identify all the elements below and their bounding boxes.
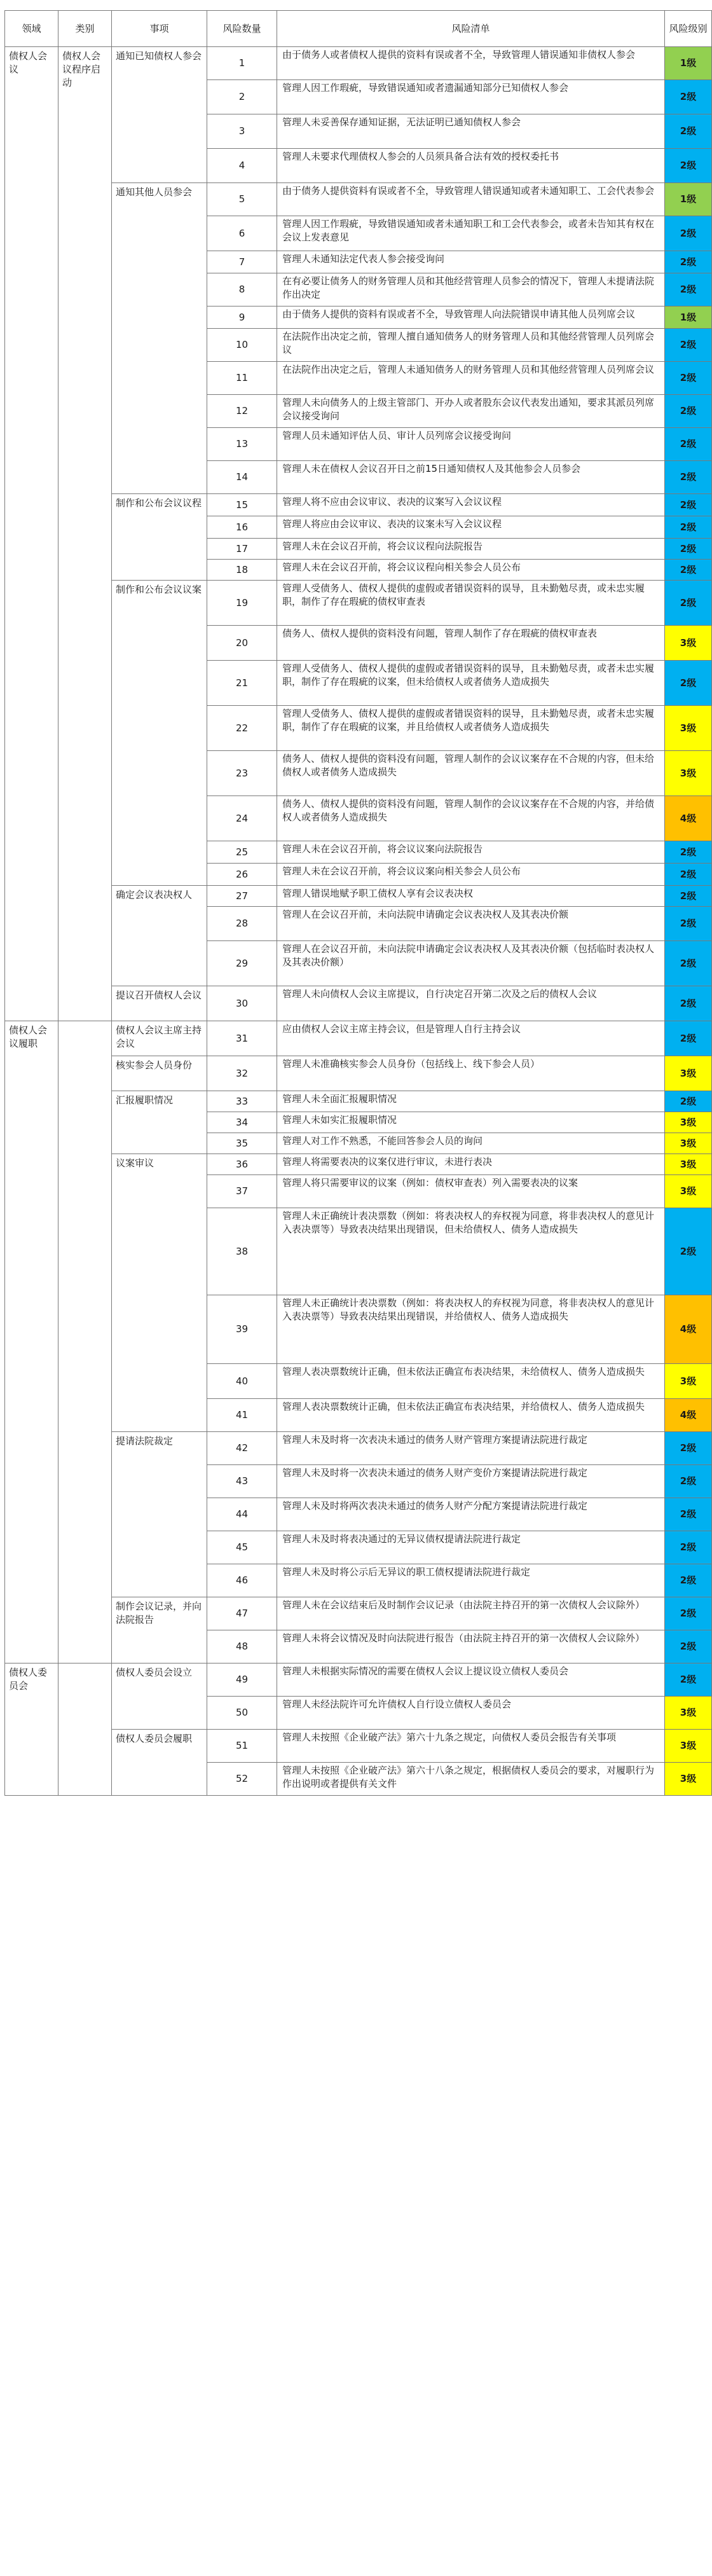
risk-description-cell: 管理人受债务人、债权人提供的虚假或者错误资料的误导，且未勤勉尽责，或者未忠实履职，制作了存在瑕疵的议案，并且给债权人或者债务人造成损失 bbox=[277, 706, 665, 751]
header-category: 类别 bbox=[58, 11, 112, 47]
item-cell: 制作和公布会议议程 bbox=[112, 494, 207, 581]
domain-cell: 债权人会议履职 bbox=[5, 1021, 58, 1663]
risk-number-cell: 35 bbox=[207, 1133, 277, 1154]
risk-level-badge: 2级 bbox=[665, 941, 712, 986]
risk-description-cell: 管理人员未通知评估人员、审计人员列席会议接受询问 bbox=[277, 428, 665, 461]
risk-level-badge: 3级 bbox=[665, 626, 712, 661]
risk-number-cell: 46 bbox=[207, 1564, 277, 1597]
risk-level-badge: 2级 bbox=[665, 461, 712, 494]
category-cell: 债权人会议程序启动 bbox=[58, 47, 112, 1021]
risk-level-badge: 2级 bbox=[665, 1597, 712, 1630]
risk-number-cell: 47 bbox=[207, 1597, 277, 1630]
risk-number-cell: 45 bbox=[207, 1531, 277, 1564]
risk-level-badge: 2级 bbox=[665, 1663, 712, 1697]
risk-number-cell: 22 bbox=[207, 706, 277, 751]
risk-number-cell: 49 bbox=[207, 1663, 277, 1697]
risk-number-cell: 43 bbox=[207, 1465, 277, 1498]
risk-description-cell: 管理人因工作瑕疵，导致错误通知或者遗漏通知部分已知债权人参会 bbox=[277, 80, 665, 114]
risk-level-badge: 2级 bbox=[665, 841, 712, 864]
item-cell: 债权人委员会设立 bbox=[112, 1663, 207, 1730]
item-cell: 通知已知债权人参会 bbox=[112, 47, 207, 183]
domain-cell: 债权人会议 bbox=[5, 47, 58, 1021]
risk-number-cell: 50 bbox=[207, 1697, 277, 1730]
risk-number-cell: 20 bbox=[207, 626, 277, 661]
risk-description-cell: 应由债权人会议主席主持会议，但是管理人自行主持会议 bbox=[277, 1021, 665, 1056]
risk-level-badge: 3级 bbox=[665, 1175, 712, 1208]
risk-number-cell: 38 bbox=[207, 1208, 277, 1295]
risk-number-cell: 18 bbox=[207, 560, 277, 581]
risk-description-cell: 管理人在会议召开前，未向法院申请确定会议表决权人及其表决价额（包括临时表决权人及其表决价额） bbox=[277, 941, 665, 986]
risk-number-cell: 33 bbox=[207, 1091, 277, 1112]
risk-number-cell: 39 bbox=[207, 1295, 277, 1364]
risk-number-cell: 6 bbox=[207, 216, 277, 251]
risk-level-badge: 2级 bbox=[665, 80, 712, 114]
risk-description-cell: 由于债务人或者债权人提供的资料有误或者不全，导致管理人错误通知非债权人参会 bbox=[277, 47, 665, 80]
risk-level-badge: 2级 bbox=[665, 560, 712, 581]
risk-description-cell: 管理人未经法院许可允许债权人自行设立债权人委员会 bbox=[277, 1697, 665, 1730]
risk-description-cell: 管理人未在会议召开前，将会议议程向相关参会人员公布 bbox=[277, 560, 665, 581]
risk-number-cell: 19 bbox=[207, 581, 277, 626]
risk-level-badge: 2级 bbox=[665, 149, 712, 183]
risk-description-cell: 管理人未通知法定代表人参会接受询问 bbox=[277, 251, 665, 273]
risk-description-cell: 由于债务人提供资料有误或者不全，导致管理人错误通知或者未通知职工、工会代表参会 bbox=[277, 183, 665, 216]
item-cell: 制作和公布会议议案 bbox=[112, 581, 207, 886]
risk-number-cell: 37 bbox=[207, 1175, 277, 1208]
risk-level-badge: 2级 bbox=[665, 273, 712, 307]
item-cell: 确定会议表决权人 bbox=[112, 886, 207, 986]
risk-number-cell: 8 bbox=[207, 273, 277, 307]
risk-number-cell: 14 bbox=[207, 461, 277, 494]
risk-number-cell: 2 bbox=[207, 80, 277, 114]
table-row bbox=[5, 1663, 712, 1697]
risk-level-badge: 2级 bbox=[665, 114, 712, 149]
risk-level-badge: 2级 bbox=[665, 1630, 712, 1663]
risk-description-cell: 管理人未在会议召开前，将会议议案向法院报告 bbox=[277, 841, 665, 864]
risk-number-cell: 11 bbox=[207, 362, 277, 395]
risk-description-cell: 管理人未在会议结束后及时制作会议记录（由法院主持召开的第一次债权人会议除外） bbox=[277, 1597, 665, 1630]
risk-level-badge: 2级 bbox=[665, 581, 712, 626]
risk-number-cell: 4 bbox=[207, 149, 277, 183]
risk-description-cell: 管理人未及时将一次表决未通过的债务人财产管理方案提请法院进行裁定 bbox=[277, 1432, 665, 1465]
risk-description-cell: 管理人未按照《企业破产法》第六十八条之规定，根据债权人委员会的要求，对履职行为作出说明或者提供有关文件 bbox=[277, 1763, 665, 1796]
risk-level-badge: 4级 bbox=[665, 1399, 712, 1432]
risk-description-cell: 在法院作出决定之后，管理人未通知债务人的财务管理人员和其他经营管理人员列席会议 bbox=[277, 362, 665, 395]
risk-number-cell: 36 bbox=[207, 1154, 277, 1175]
risk-description-cell: 在有必要让债务人的财务管理人员和其他经营管理人员参会的情况下，管理人未提请法院作出决定 bbox=[277, 273, 665, 307]
risk-number-cell: 16 bbox=[207, 516, 277, 539]
risk-description-cell: 管理人未在会议召开前，将会议议案向相关参会人员公布 bbox=[277, 864, 665, 886]
risk-level-badge: 2级 bbox=[665, 539, 712, 560]
risk-description-cell: 由于债务人提供的资料有误或者不全，导致管理人向法院错误申请其他人员列席会议 bbox=[277, 307, 665, 329]
risk-description-cell: 管理人受债务人、债权人提供的虚假或者错误资料的误导，且未勤勉尽责，或未忠实履职，制作了存在瑕疵的债权审查表 bbox=[277, 581, 665, 626]
risk-number-cell: 31 bbox=[207, 1021, 277, 1056]
risk-number-cell: 12 bbox=[207, 395, 277, 428]
risk-description-cell: 债务人、债权人提供的资料没有问题，管理人制作的会议议案存在不合规的内容，并给债权人或者债务人造成损失 bbox=[277, 796, 665, 841]
risk-description-cell: 管理人未如实汇报履职情况 bbox=[277, 1112, 665, 1133]
risk-description-cell: 管理人未全面汇报履职情况 bbox=[277, 1091, 665, 1112]
risk-description-cell: 管理人未及时将表决通过的无异议债权提请法院进行裁定 bbox=[277, 1531, 665, 1564]
category-cell bbox=[58, 1021, 112, 1663]
risk-description-cell: 管理人在会议召开前，未向法院申请确定会议表决权人及其表决价额 bbox=[277, 907, 665, 941]
risk-number-cell: 3 bbox=[207, 114, 277, 149]
risk-level-badge: 2级 bbox=[665, 329, 712, 362]
header-risk-no: 风险数量 bbox=[207, 11, 277, 47]
risk-level-badge: 1级 bbox=[665, 183, 712, 216]
risk-number-cell: 51 bbox=[207, 1730, 277, 1763]
risk-description-cell: 管理人未根据实际情况的需要在债权人会议上提议设立债权人委员会 bbox=[277, 1663, 665, 1697]
risk-number-cell: 30 bbox=[207, 986, 277, 1021]
risk-level-badge: 2级 bbox=[665, 216, 712, 251]
risk-number-cell: 13 bbox=[207, 428, 277, 461]
risk-number-cell: 27 bbox=[207, 886, 277, 907]
domain-cell: 债权人委员会 bbox=[5, 1663, 58, 1796]
risk-number-cell: 44 bbox=[207, 1498, 277, 1531]
risk-level-badge: 2级 bbox=[665, 395, 712, 428]
risk-level-badge: 2级 bbox=[665, 1498, 712, 1531]
risk-description-cell: 管理人将只需要审议的议案（例如：债权审查表）列入需要表决的议案 bbox=[277, 1175, 665, 1208]
risk-number-cell: 48 bbox=[207, 1630, 277, 1663]
risk-description-cell: 管理人对工作不熟悉，不能回答参会人员的询问 bbox=[277, 1133, 665, 1154]
risk-description-cell: 管理人错误地赋予职工债权人享有会议表决权 bbox=[277, 886, 665, 907]
risk-number-cell: 41 bbox=[207, 1399, 277, 1432]
risk-level-badge: 2级 bbox=[665, 428, 712, 461]
risk-level-badge: 3级 bbox=[665, 1364, 712, 1399]
item-cell: 通知其他人员参会 bbox=[112, 183, 207, 494]
risk-description-cell: 管理人表决票数统计正确，但未依法正确宣布表决结果，并给债权人、债务人造成损失 bbox=[277, 1399, 665, 1432]
item-cell: 提议召开债权人会议 bbox=[112, 986, 207, 1021]
risk-description-cell: 债务人、债权人提供的资料没有问题，管理人制作了存在瑕疵的债权审查表 bbox=[277, 626, 665, 661]
risk-number-cell: 10 bbox=[207, 329, 277, 362]
risk-description-cell: 管理人未在会议召开前，将会议议程向法院报告 bbox=[277, 539, 665, 560]
risk-level-badge: 1级 bbox=[665, 307, 712, 329]
risk-description-cell: 在法院作出决定之前，管理人擅自通知债务人的财务管理人员和其他经营管理人员列席会议 bbox=[277, 329, 665, 362]
risk-level-badge: 2级 bbox=[665, 661, 712, 706]
risk-level-badge: 2级 bbox=[665, 362, 712, 395]
risk-description-cell: 债务人、债权人提供的资料没有问题，管理人制作的会议议案存在不合规的内容，但未给债权人或者债务人造成损失 bbox=[277, 751, 665, 796]
risk-level-badge: 3级 bbox=[665, 1697, 712, 1730]
risk-number-cell: 1 bbox=[207, 47, 277, 80]
table-row bbox=[5, 1021, 712, 1056]
risk-description-cell: 管理人因工作瑕疵，导致错误通知或者未通知职工和工会代表参会，或者未告知其有权在会议上发表意见 bbox=[277, 216, 665, 251]
risk-level-badge: 2级 bbox=[665, 1021, 712, 1056]
risk-level-badge: 3级 bbox=[665, 1763, 712, 1796]
risk-description-cell: 管理人未要求代理债权人参会的人员须具备合法有效的授权委托书 bbox=[277, 149, 665, 183]
risk-description-cell: 管理人未及时将一次表决未通过的债务人财产变价方案提请法院进行裁定 bbox=[277, 1465, 665, 1498]
risk-number-cell: 29 bbox=[207, 941, 277, 986]
item-cell: 债权人会议主席主持会议 bbox=[112, 1021, 207, 1056]
risk-level-badge: 2级 bbox=[665, 1564, 712, 1597]
risk-description-cell: 管理人未向债权人会议主席提议，自行决定召开第二次及之后的债权人会议 bbox=[277, 986, 665, 1021]
item-cell: 议案审议 bbox=[112, 1154, 207, 1432]
risk-level-badge: 2级 bbox=[665, 1091, 712, 1112]
risk-number-cell: 40 bbox=[207, 1364, 277, 1399]
risk-number-cell: 42 bbox=[207, 1432, 277, 1465]
item-cell: 核实参会人员身份 bbox=[112, 1056, 207, 1091]
risk-level-badge: 3级 bbox=[665, 1730, 712, 1763]
risk-number-cell: 9 bbox=[207, 307, 277, 329]
risk-level-badge: 2级 bbox=[665, 1208, 712, 1295]
risk-level-badge: 2级 bbox=[665, 986, 712, 1021]
risk-level-badge: 4级 bbox=[665, 1295, 712, 1364]
risk-description-cell: 管理人未按照《企业破产法》第六十九条之规定，向债权人委员会报告有关事项 bbox=[277, 1730, 665, 1763]
risk-table bbox=[4, 10, 712, 1796]
risk-description-cell: 管理人未向债务人的上级主管部门、开办人或者股东会议代表发出通知，要求其派员列席会议接受询问 bbox=[277, 395, 665, 428]
risk-number-cell: 34 bbox=[207, 1112, 277, 1133]
risk-description-cell: 管理人未正确统计表决票数（例如：将表决权人的弃权视为同意，将非表决权人的意见计入表决票等）导致表决结果出现错误，但未给债权人、债务人造成损失 bbox=[277, 1208, 665, 1295]
risk-number-cell: 52 bbox=[207, 1763, 277, 1796]
item-cell: 制作会议记录，并向法院报告 bbox=[112, 1597, 207, 1663]
risk-description-cell: 管理人未将会议情况及时向法院进行报告（由法院主持召开的第一次债权人会议除外） bbox=[277, 1630, 665, 1663]
risk-level-badge: 2级 bbox=[665, 494, 712, 516]
risk-description-cell: 管理人未及时将两次表决未通过的债务人财产分配方案提请法院进行裁定 bbox=[277, 1498, 665, 1531]
risk-number-cell: 26 bbox=[207, 864, 277, 886]
risk-description-cell: 管理人表决票数统计正确，但未依法正确宣布表决结果，未给债权人、债务人造成损失 bbox=[277, 1364, 665, 1399]
risk-level-badge: 2级 bbox=[665, 886, 712, 907]
risk-level-badge: 2级 bbox=[665, 1465, 712, 1498]
item-cell: 债权人委员会履职 bbox=[112, 1730, 207, 1796]
risk-level-badge: 2级 bbox=[665, 516, 712, 539]
table-header-row bbox=[5, 11, 712, 47]
risk-description-cell: 管理人将应由会议审议、表决的议案未写入会议议程 bbox=[277, 516, 665, 539]
category-cell bbox=[58, 1663, 112, 1796]
risk-level-badge: 3级 bbox=[665, 1056, 712, 1091]
item-cell: 汇报履职情况 bbox=[112, 1091, 207, 1154]
risk-level-badge: 3级 bbox=[665, 1112, 712, 1133]
risk-level-badge: 2级 bbox=[665, 864, 712, 886]
risk-description-cell: 管理人将不应由会议审议、表决的议案写入会议议程 bbox=[277, 494, 665, 516]
risk-number-cell: 25 bbox=[207, 841, 277, 864]
risk-number-cell: 24 bbox=[207, 796, 277, 841]
risk-level-badge: 3级 bbox=[665, 751, 712, 796]
risk-number-cell: 32 bbox=[207, 1056, 277, 1091]
header-risk-list: 风险清单 bbox=[277, 11, 665, 47]
item-cell: 提请法院裁定 bbox=[112, 1432, 207, 1597]
risk-description-cell: 管理人未正确统计表决票数（例如：将表决权人的弃权视为同意，将非表决权人的意见计入表决票等）导致表决结果出现错误，并给债权人、债务人造成损失 bbox=[277, 1295, 665, 1364]
risk-number-cell: 23 bbox=[207, 751, 277, 796]
risk-number-cell: 15 bbox=[207, 494, 277, 516]
risk-description-cell: 管理人未妥善保存通知证据，无法证明已通知债权人参会 bbox=[277, 114, 665, 149]
risk-level-badge: 2级 bbox=[665, 1432, 712, 1465]
risk-number-cell: 5 bbox=[207, 183, 277, 216]
risk-number-cell: 21 bbox=[207, 661, 277, 706]
risk-description-cell: 管理人未准确核实参会人员身份（包括线上、线下参会人员） bbox=[277, 1056, 665, 1091]
table-row bbox=[5, 47, 712, 80]
risk-level-badge: 2级 bbox=[665, 1531, 712, 1564]
risk-level-badge: 1级 bbox=[665, 47, 712, 80]
header-item: 事项 bbox=[112, 11, 207, 47]
risk-description-cell: 管理人将需要表决的议案仅进行审议，未进行表决 bbox=[277, 1154, 665, 1175]
risk-number-cell: 7 bbox=[207, 251, 277, 273]
risk-description-cell: 管理人未及时将公示后无异议的职工债权提请法院进行裁定 bbox=[277, 1564, 665, 1597]
risk-description-cell: 管理人未在债权人会议召开日之前15日通知债权人及其他参会人员参会 bbox=[277, 461, 665, 494]
risk-description-cell: 管理人受债务人、债权人提供的虚假或者错误资料的误导，且未勤勉尽责，或者未忠实履职，制作了存在瑕疵的议案，但未给债权人或者债务人造成损失 bbox=[277, 661, 665, 706]
risk-level-badge: 3级 bbox=[665, 1154, 712, 1175]
risk-level-badge: 3级 bbox=[665, 1133, 712, 1154]
risk-level-badge: 3级 bbox=[665, 706, 712, 751]
risk-level-badge: 4级 bbox=[665, 796, 712, 841]
risk-level-badge: 2级 bbox=[665, 251, 712, 273]
risk-level-badge: 2级 bbox=[665, 907, 712, 941]
risk-number-cell: 28 bbox=[207, 907, 277, 941]
header-risk-level: 风险级别 bbox=[665, 11, 712, 47]
risk-number-cell: 17 bbox=[207, 539, 277, 560]
header-domain: 领域 bbox=[5, 11, 58, 47]
